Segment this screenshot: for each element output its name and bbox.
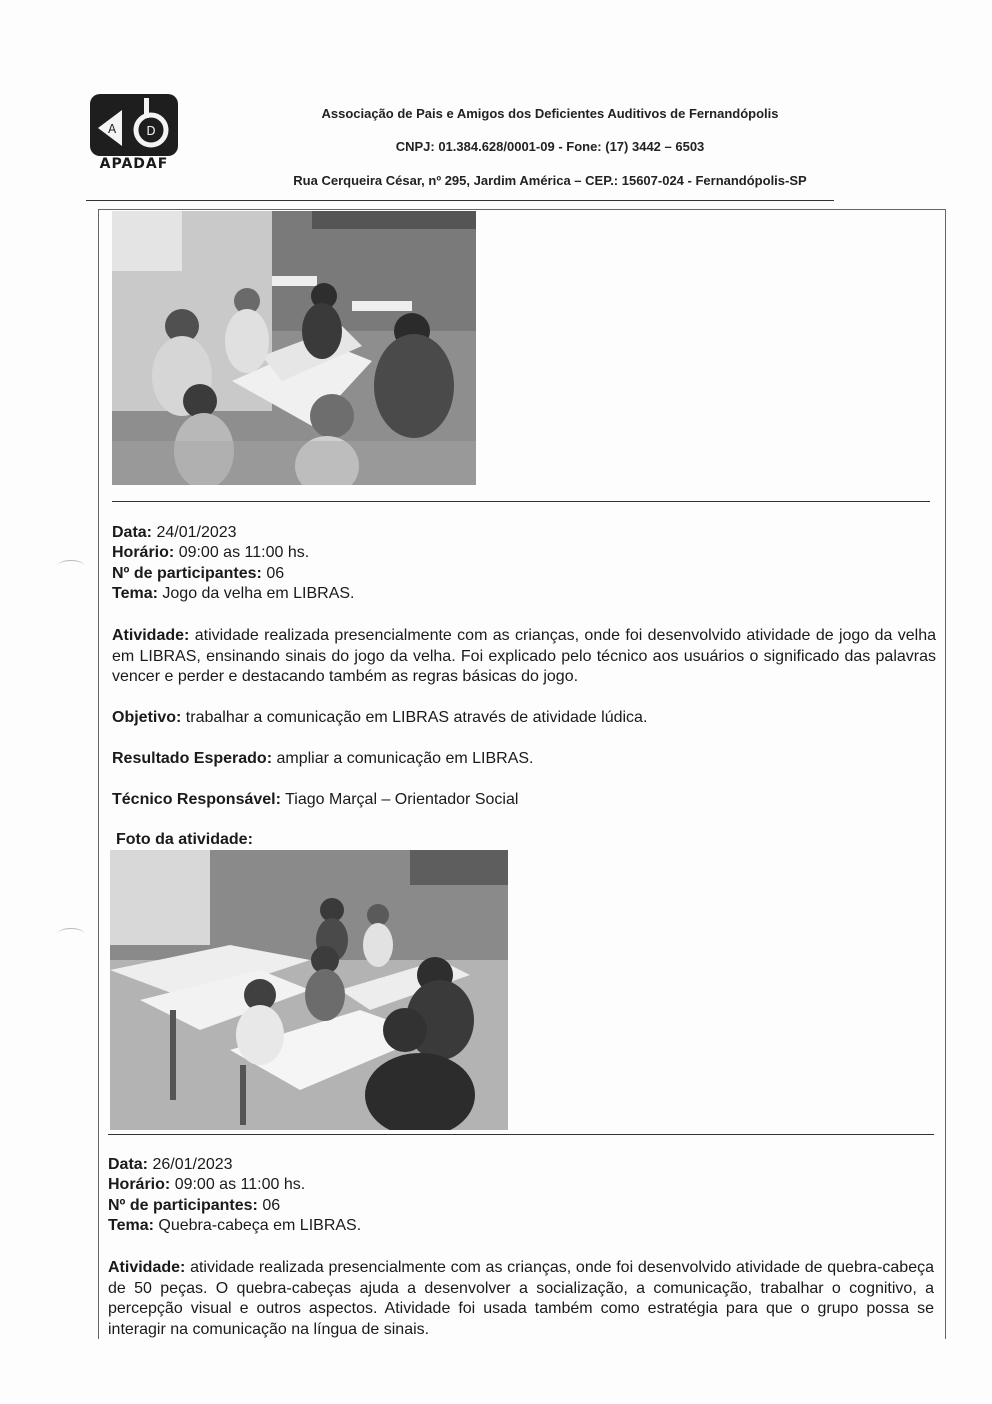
entry-1-participants: Nº de participantes: 06 [112, 565, 285, 582]
header-divider [86, 200, 834, 201]
photo-caption: Foto da atividade: [116, 831, 253, 848]
entry-2-participants: Nº de participantes: 06 [108, 1197, 281, 1214]
entry-1-theme: Tema: Jogo da velha em LIBRAS. [112, 585, 355, 602]
frame-left-border [98, 209, 99, 1339]
section-divider [112, 501, 930, 502]
section-divider [108, 1134, 934, 1135]
entry-1-objective: Objetivo: trabalhar a comunicação em LIBRAS através de atividade lúdica. [112, 709, 648, 726]
entry-2-activity: Atividade: atividade realizada presencialmente com as crianças, onde foi desenvolvido atividade de quebra-cabeça de 50 peças. O quebra-cabeças ajuda a desenvolver a socialização, a comunicação, trabalhar o cognitivo, a percepção visual e outros aspectos. Atividade foi usada também como estratégia para que o grupo possa se interagir na comunicação na língua de sinais. [108, 1259, 934, 1338]
organization-contact: CNPJ: 01.384.628/0001-09 - Fone: (17) 3442 – 6503 [395, 139, 705, 154]
activity-photo-2 [110, 850, 508, 1130]
activity-photo-1 [112, 211, 476, 485]
entry-1-date: Data: 24/01/2023 [112, 524, 237, 541]
organization-address: Rua Cerqueira César, nº 295, Jardim América – CEP.: 15607-024 - Fernandópolis-SP [293, 173, 807, 188]
entry-2-time: Horário: 09:00 as 11:00 hs. [108, 1176, 306, 1193]
frame-top-border [98, 209, 946, 210]
margin-mark [58, 928, 84, 939]
svg-text:D: D [146, 124, 156, 138]
frame-right-border [945, 209, 946, 1339]
entry-2-theme: Tema: Quebra-cabeça em LIBRAS. [108, 1217, 362, 1234]
margin-mark [58, 560, 84, 571]
entry-1-technician: Técnico Responsável: Tiago Marçal – Orientador Social [112, 791, 519, 808]
entry-1-activity: Atividade: atividade realizada presencialmente com as crianças, onde foi desenvolvido atividade de jogo da velha em LIBRAS, ensinando sinais do jogo da velha. Foi explicado pelo técnico aos usuários o significado das palavras vencer e perder e destacando também as regras básicas do jogo. [112, 627, 937, 685]
entry-1-expected-result: Resultado Esperado: ampliar a comunicação em LIBRAS. [112, 750, 534, 767]
entry-2-date: Data: 26/01/2023 [108, 1156, 233, 1173]
logo-label: APADAF [99, 156, 169, 172]
entry-1-time: Horário: 09:00 as 11:00 hs. [112, 544, 310, 561]
organization-name: Associação de Pais e Amigos dos Deficientes Auditivos de Fernandópolis [321, 106, 779, 121]
svg-text:A: A [108, 122, 117, 136]
